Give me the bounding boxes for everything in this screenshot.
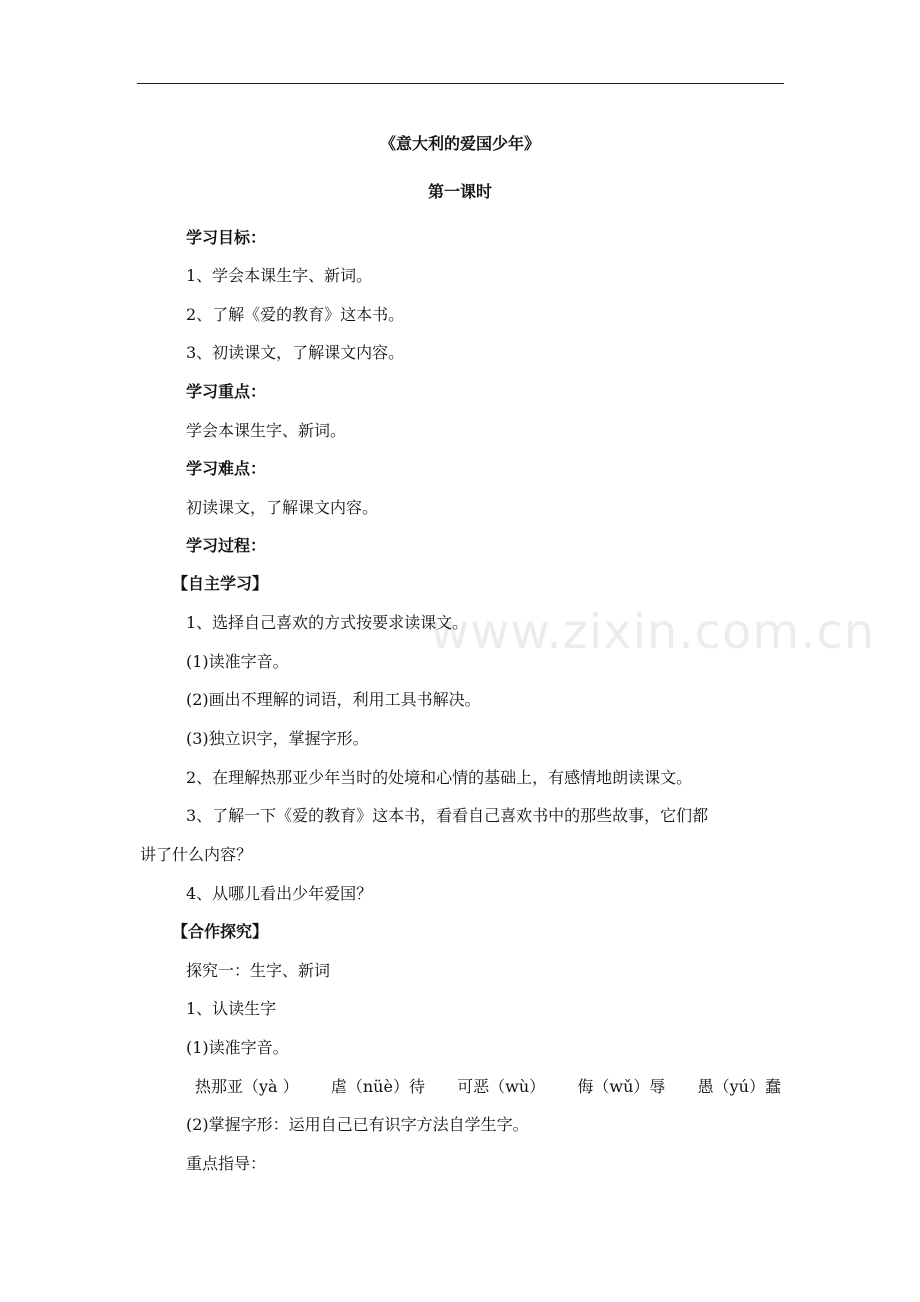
pinyin-word-list: [195, 1077, 781, 1097]
key-point-heading: 学习重点：: [186, 382, 267, 401]
goals-heading: 学习目标：: [186, 228, 267, 247]
pinyin-word: 可恶（wù）: [457, 1077, 546, 1096]
explore-one-label: 探究一：生字、新词: [186, 961, 331, 980]
pinyin-word: 热那亚（yà ）: [195, 1077, 299, 1096]
difficulty-text: 初读课文，了解课文内容。: [186, 498, 379, 517]
shape-label: (2)掌握字形：运用自己已有识字方法自学生字。: [186, 1115, 529, 1134]
goal-item: 1、学会本课生字、新词。: [186, 266, 373, 285]
self-study-item: 2、在理解热那亚少年当时的处境和心情的基础上，有感情地朗读课文。: [186, 768, 693, 787]
recognize-characters-label: 1、认读生字: [186, 999, 277, 1018]
document-subtitle: 第一课时: [427, 182, 492, 201]
pinyin-word: 虐（nüè）待: [330, 1077, 425, 1096]
pinyin-word: 愚（yú）蠢: [697, 1077, 781, 1096]
self-study-item-continuation: 讲了什么内容？: [140, 845, 253, 864]
document-title: 《意大利的爱国少年》: [379, 134, 540, 153]
pronounce-label: (1)读准字音。: [186, 1038, 289, 1057]
key-point-text: 学会本课生字、新词。: [186, 421, 347, 440]
cooperative-heading: 【合作探究】: [172, 922, 269, 941]
watermark: www.zixin.com.cn: [430, 604, 876, 660]
self-study-heading: 【自主学习】: [172, 574, 269, 593]
header-rule: [137, 83, 784, 84]
process-heading: 学习过程：: [186, 536, 267, 555]
difficulty-heading: 学习难点：: [186, 459, 267, 478]
self-study-subitem: (2)画出不理解的词语，利用工具书解决。: [186, 690, 481, 709]
self-study-item: 4、从哪儿看出少年爱国？: [186, 884, 373, 903]
self-study-subitem: (3)独立识字，掌握字形。: [186, 729, 369, 748]
self-study-item: 1、选择自己喜欢的方式按要求读课文。: [186, 613, 469, 632]
pinyin-word: 侮（wǔ）辱: [577, 1077, 666, 1096]
self-study-item: 3、了解一下《爱的教育》这本书，看看自己喜欢书中的那些故事，它们都: [186, 806, 709, 825]
goal-item: 2、了解《爱的教育》这本书。: [186, 305, 405, 324]
guidance-label: 重点指导：: [186, 1154, 267, 1173]
self-study-subitem: (1)读准字音。: [186, 652, 289, 671]
goal-item: 3、初读课文，了解课文内容。: [186, 343, 405, 362]
